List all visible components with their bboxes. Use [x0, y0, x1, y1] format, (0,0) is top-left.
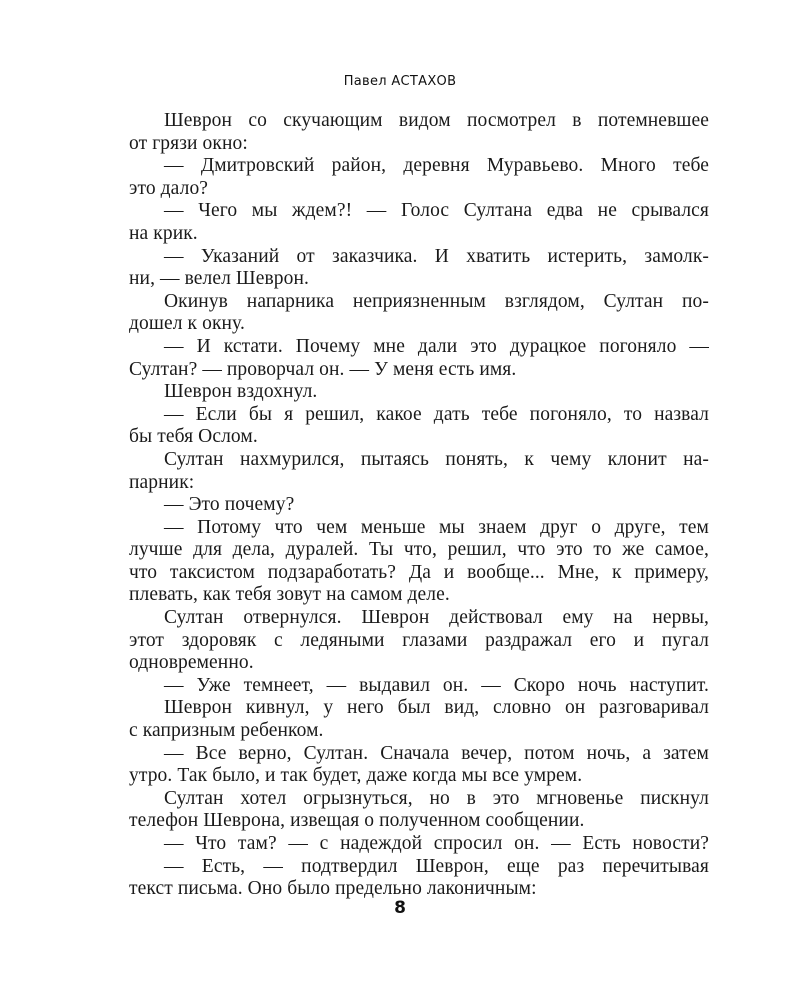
text-line: телефон Шеврона, извещая о полученном сообщении.	[129, 810, 585, 832]
text-line: с капризным ребенком.	[129, 720, 324, 742]
text-line: — Уже темнеет, — выдавил он. — Скоро ночь наступит.	[164, 674, 709, 696]
text-line: — Если бы я решил, какое дать тебе погоняло, то назвал	[164, 403, 709, 425]
text-line: утро. Так было, и так будет, даже когда мы все умрем.	[129, 765, 583, 787]
page-number: 8	[394, 898, 406, 918]
text-line: что таксистом подзаработать? Да и вообще... Мне, к примеру,	[129, 561, 709, 583]
text-line: это дало?	[129, 177, 209, 199]
text-line: Султан нахмурился, пытаясь понять, к чему клонит на-	[164, 448, 709, 470]
text-line: Шеврон вздохнул.	[164, 381, 318, 403]
text-line: одновременно.	[129, 652, 254, 674]
text-line: — Есть, — подтвердил Шеврон, еще раз перечитывая	[164, 855, 709, 877]
text-line: — Указаний от заказчика. И хватить истерить, замолк-	[164, 245, 709, 267]
text-line: от грязи окно:	[129, 132, 248, 154]
text-line: — Дмитровский район, деревня Муравьево. Много тебе	[164, 155, 709, 177]
text-line: — Все верно, Султан. Сначала вечер, потом ночь, а затем	[164, 742, 709, 764]
text-line: — И кстати. Почему мне дали это дурацкое погоняло —	[164, 335, 709, 357]
text-line: Шеврон кивнул, у него был вид, словно он разговаривал	[164, 697, 709, 719]
text-line: Шеврон со скучающим видом посмотрел в потемневшее	[164, 110, 709, 131]
text-line: ни, — велел Шеврон.	[129, 268, 309, 290]
text-line: — Чего мы ждем?! — Голос Султана едва не срывался	[164, 200, 709, 222]
text-line: — Потому что чем меньше мы знаем друг о друге, тем	[164, 516, 709, 538]
text-line: Окинув напарника неприязненным взглядом, Султан по-	[164, 290, 709, 312]
text-line: Султан? — проворчал он. — У меня есть имя.	[129, 358, 517, 380]
text-line: лучше для дела, дуралей. Ты что, решил, что это то же самое,	[129, 539, 709, 561]
body-text	[129, 110, 709, 901]
text-line: Султан хотел огрызнуться, но в это мгновенье пискнул	[164, 787, 709, 809]
text-line: текст письма. Оно было предельно лаконичным:	[129, 878, 537, 900]
running-head: Павел АСТАХОВ	[343, 74, 457, 89]
text-line: бы тебя Ослом.	[129, 426, 258, 448]
text-line: — Это почему?	[164, 494, 295, 516]
text-line: дошел к окну.	[129, 313, 245, 335]
text-line: плевать, как тебя зовут на самом деле.	[129, 584, 450, 606]
text-line: Султан отвернулся. Шеврон действовал ему на нервы,	[164, 607, 709, 629]
text-line: — Что там? — с надеждой спросил он. — Есть новости?	[164, 833, 709, 854]
text-line: парник:	[129, 471, 195, 493]
text-line: на крик.	[129, 222, 198, 244]
text-line: этот здоровяк с ледяными глазами раздражал его и пугал	[129, 629, 709, 651]
